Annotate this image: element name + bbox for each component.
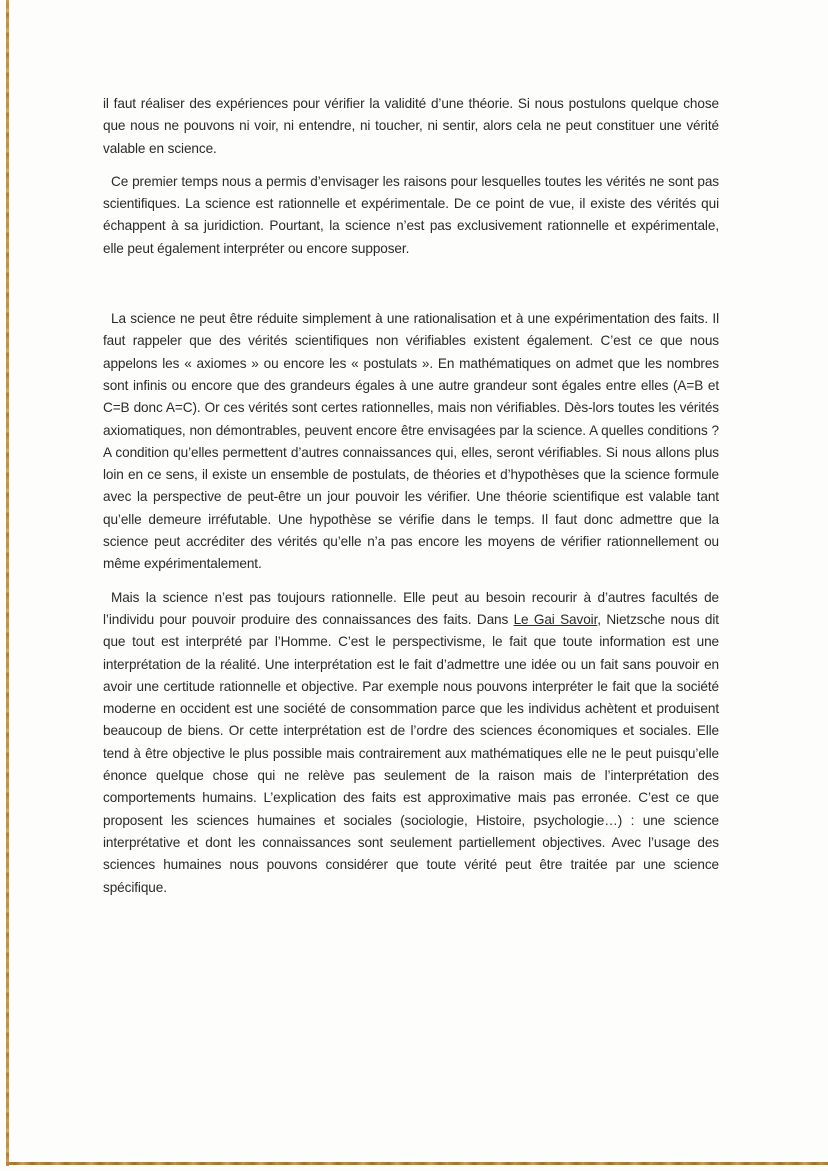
paragraph-interpretation [103,587,719,899]
paragraph-transition: Ce premier temps nous a permis d’envisager les raisons pour lesquelles toutes les vérités ne sont pas scientifiques. La science est rationnelle et expérimentale. De ce point de vue, il existe des vérités qui échappent à sa juridiction. Pourtant, la science n’est pas exclusivement rationnelle et expérimentale, elle peut également interpréter ou encore supposer. [103,173,719,256]
paragraph-gap [103,160,719,171]
paragraph-experiences: il faut réaliser des expériences pour vérifier la validité d’une théorie. Si nous postulons quelque chose que nous ne pouvons ni voir, ni entendre, ni toucher, ni sentir, alors cela ne peut constituer une vérité valable en science. [103,96,719,156]
document-body [103,93,719,899]
scan-edge-bottom [6,1162,828,1165]
paragraph-text-before-title: Mais la science n’est pas toujours rationnelle. Elle peut au besoin recourir à d’autres facultés de l’individu pour pouvoir produire des connaissances des faits. Dans [103,589,719,627]
section-gap [103,260,719,308]
scan-edge-left [6,0,9,1166]
paragraph-text-after-title: , Nietzsche nous dit que tout est interprété par l’Homme. C’est le perspectivisme, le fait que toute information est une interprétation de la réalité. Une interprétation est le fait d’admettre une idée ou un fait sans pouvoir en avoir une certitude rationnelle et objective. Par exemple nous pouvons interpréter le fait que la société moderne en occident est une société de consommation parce que les individus achètent et produisent beaucoup de biens. Or cette interprétation est de l’ordre des sciences économiques et sociales. Elle tend à être objective le plus possible mais contrairement aux mathématiques elle ne le peut puisqu’elle énonce quelque chose qui ne relève pas seulement de la raison mais de l’interprétation des comportements humains. L’explication des faits est approximative mais pas erronée. C’est ce que proposent les sciences humaines et sociales (sociologie, Histoire, psychologie…) : une science interprétative et dont les connaissances sont seulement partiellement objectives. Avec l’usage des sciences humaines nous pouvons considérer que toute vérité peut être traitée par une science spécifique. [103,611,719,895]
book-title-le-gai-savoir: Le Gai Savoir [513,611,598,627]
paragraph-gap [103,576,719,587]
paragraph-axiomes: La science ne peut être réduite simplement à une rationalisation et à une expérimentation des faits. Il faut rappeler que des vérités scientifiques non vérifiables existent également. C’est ce que nous appelons les « axiomes » ou encore les « postulats ». En mathématiques on admet que les nombres sont infinis ou encore que des grandeurs égales à une autre grandeur sont égales entre elles (A=B et C=B donc A=C). Or ces vérités sont certes rationnelles, mais non vérifiables. Dès-lors toutes les vérités axiomatiques, non démontrables, peuvent encore être envisagées par la science. A quelles conditions ? A condition qu’elles permettent d’autres connaissances qui, elles, seront vérifiables. Si nous allons plus loin en ce sens, il existe un ensemble de postulats, de théories et d’hypothèses que la science formule avec la perspective de peut-être un jour pouvoir les vérifier. Une théorie scientifique est valable tant qu’elle demeure irréfutable. Une hypothèse se vérifie dans le temps. Il faut donc admettre que la science peut accréditer des vérités qu’elle n’a pas encore les moyens de vérifier rationnellement ou même expérimentalement. [103,311,719,572]
